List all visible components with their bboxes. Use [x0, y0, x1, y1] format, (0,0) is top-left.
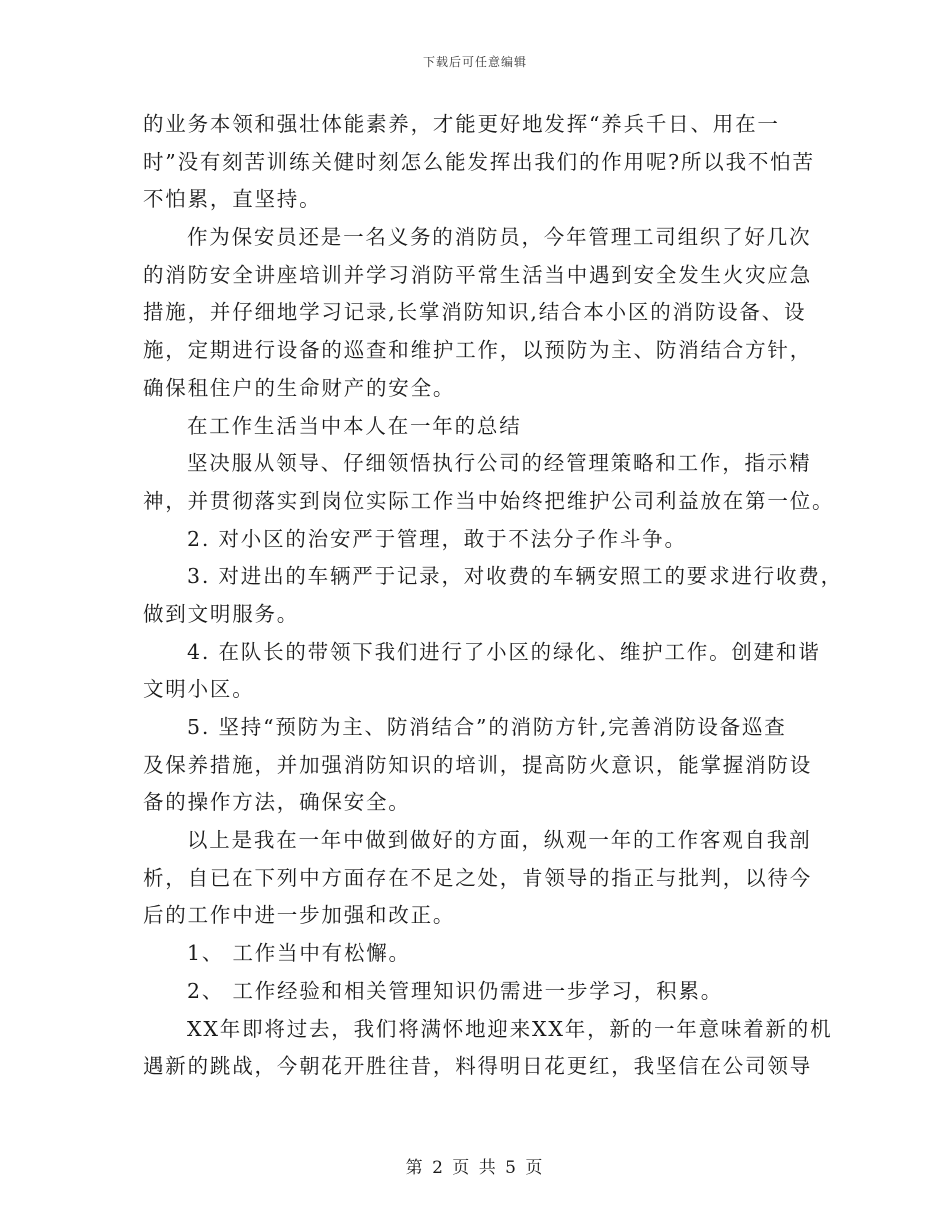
- text-line: 1、 工作当中有松懈。: [187, 941, 411, 966]
- text-line: 析，自已在下列中方面存在不足之处，肯领导的指正与批判，以待今: [143, 865, 812, 890]
- text-line: 措施，并仔细地学习记录,长掌消防知识,结合本小区的消防设备、设: [143, 300, 807, 325]
- text-line: 坚决服从领导、仔细领悟执行公司的经管理策略和工作，指示精: [187, 451, 812, 476]
- text-line: 后的工作中进一步加强和改正。: [143, 903, 456, 928]
- text-line: 不怕累，直坚持。: [143, 187, 322, 212]
- text-line: 时”没有刻苦训练关健时刻怎么能发挥出我们的作用呢?所以我不怕苦: [143, 149, 815, 174]
- text-line: 在工作生活当中本人在一年的总结: [187, 413, 522, 438]
- text-line: 及保养措施，并加强消防知识的培训，提高防火意识，能掌握消防设: [143, 752, 812, 777]
- text-line: 5. 坚持“预防为主、防消结合”的消防方针,完善消防设备巡查: [187, 715, 787, 739]
- text-line: 4. 在队长的带领下我们进行了小区的绿化、维护工作。创建和谐: [187, 639, 821, 664]
- text-line: 3. 对进出的车辆严于记录，对收费的车辆安照工的要求进行收费，: [187, 564, 843, 589]
- page-footer: 第 2 页 共 5 页: [405, 1158, 545, 1178]
- text-line: XX年即将过去，我们将满怀地迎来XX年，新的一年意味着新的机: [187, 1016, 833, 1041]
- text-line: 施，定期进行设备的巡查和维护工作，以预防为主、防消结合方针，: [143, 338, 812, 363]
- text-line: 文明小区。: [143, 677, 255, 702]
- page-header: 下载后可任意编辑: [422, 55, 527, 69]
- text-line: 的消防安全讲座培训并学习消防平常生活当中遇到安全发生火灾应急: [143, 262, 812, 287]
- text-line: 作为保安员还是一名义务的消防员，今年管理工司组织了好几次: [187, 225, 812, 250]
- text-line: 以上是我在一年中做到做好的方面，纵观一年的工作客观自我剖: [187, 828, 812, 853]
- text-line: 备的操作方法，确保安全。: [143, 790, 411, 815]
- text-line: 遇新的跳战，今朝花开胜往昔，料得明日花更红，我坚信在公司领导: [143, 1054, 812, 1079]
- text-line: 确保租住户的生命财产的安全。: [143, 375, 456, 400]
- text-line: 的业务本领和强壮体能素养，才能更好地发挥“养兵千日、用在一: [143, 112, 780, 136]
- document-body: [143, 106, 843, 1086]
- text-line: 2、 工作经验和相关管理知识仍需进一步学习，积累。: [187, 978, 724, 1003]
- text-line: 2. 对小区的治安严于管理，敢于不法分子作斗争。: [187, 526, 687, 551]
- text-line: 做到文明服务。: [143, 601, 300, 626]
- text-line: 神，并贯彻落实到岗位实际工作当中始终把维护公司利益放在第一位。: [143, 488, 835, 513]
